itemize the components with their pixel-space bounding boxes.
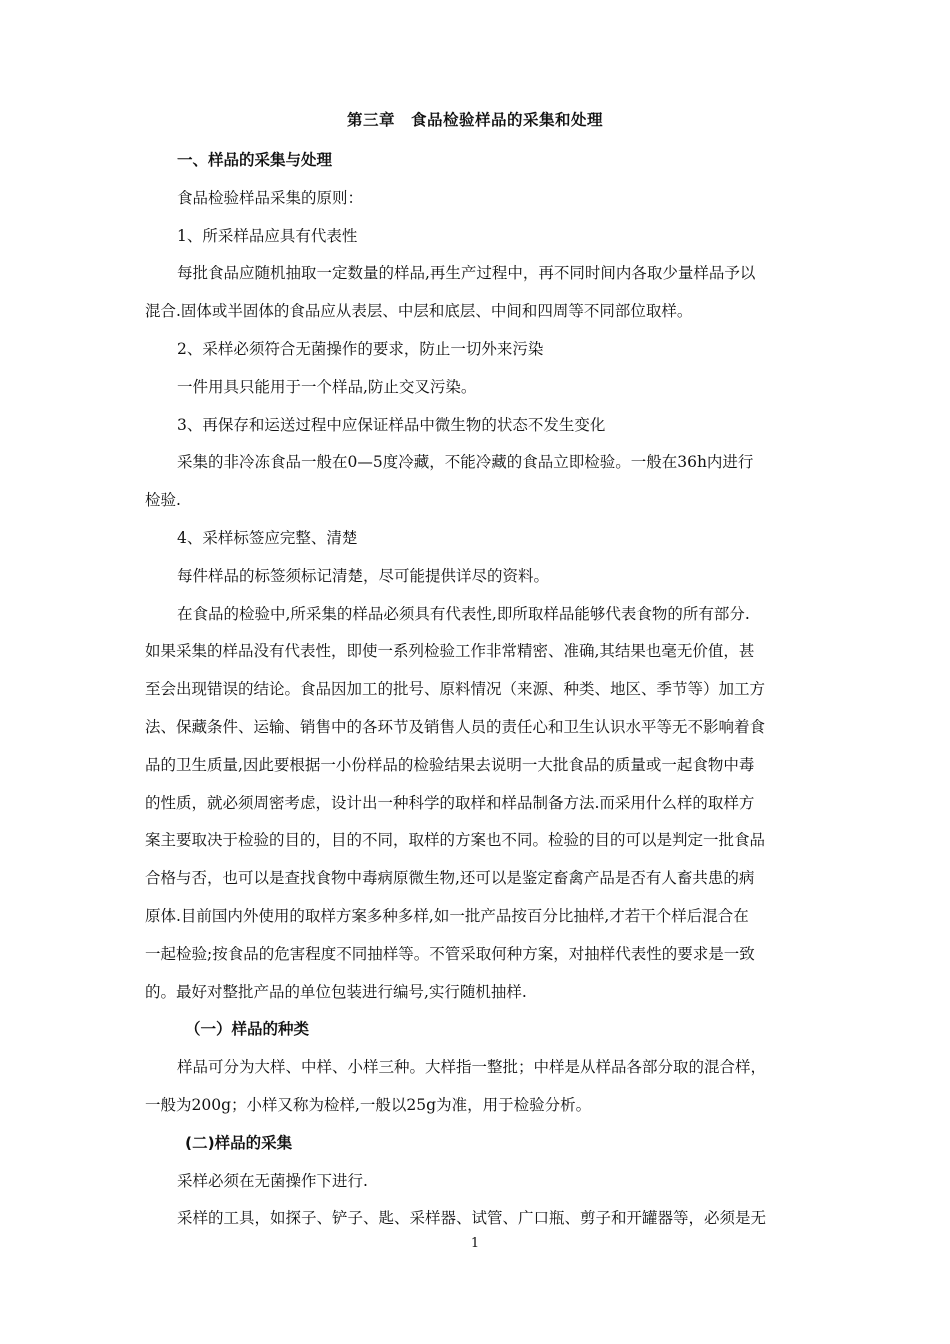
paragraph-line: 案主要取决于检验的目的，目的不同，取样的方案也不同。检验的目的可以是判定一批食品 (145, 831, 766, 850)
paragraph-line: 采样必须在无菌操作下进行. (177, 1171, 368, 1190)
principle-item: 1、所采样品应具有代表性 (177, 226, 358, 245)
page-number: 1 (470, 1236, 480, 1251)
paragraph-line: 混合.固体或半固体的食品应从表层、中层和底层、中间和四周等不同部位取样。 (145, 302, 693, 321)
paragraph-line: 采集的非冷冻食品一般在0—5度冷藏，不能冷藏的食品立即检验。一般在36h内进行 (177, 453, 754, 472)
paragraph-line: 一件用具只能用于一个样品,防止交叉污染。 (177, 377, 477, 396)
principle-item: 4、采样标签应完整、清楚 (177, 528, 358, 547)
paragraph-line: 每批食品应随机抽取一定数量的样品,再生产过程中，再不同时间内各取少量样品予以 (177, 264, 756, 283)
paragraph-line: 合格与否，也可以是查找食物中毒病原微生物,还可以是鉴定畜禽产品是否有人畜共患的病 (145, 869, 755, 888)
paragraph-line: 检验. (145, 491, 181, 510)
paragraph-line: 如果采集的样品没有代表性，即使一系列检验工作非常精密、准确,其结果也毫无价值，甚 (145, 642, 755, 661)
paragraph-line: 法、保藏条件、运输、销售中的各环节及销售人员的责任心和卫生认识水平等无不影响着食 (145, 717, 766, 736)
paragraph-line: 的性质，就必须周密考虑，设计出一种科学的取样和样品制备方法.而采用什么样的取样方 (145, 793, 755, 812)
document-body (145, 142, 817, 1238)
principle-item: 3、再保存和运送过程中应保证样品中微生物的状态不发生变化 (177, 415, 606, 434)
principle-item: 2、采样必须符合无菌操作的要求，防止一切外来污染 (177, 339, 544, 358)
paragraph-line: 一般为200g；小样又称为检样,一般以25g为准，用于检验分析。 (145, 1095, 592, 1114)
paragraph-line: 至会出现错误的结论。食品因加工的批号、原料情况（来源、种类、地区、季节等）加工方 (145, 680, 766, 699)
paragraph-line: 在食品的检验中,所采集的样品必须具有代表性,即所取样品能够代表食物的所有部分. (177, 604, 750, 623)
subsection-heading: (二)样品的采集 (185, 1133, 293, 1152)
section-heading: 一、样品的采集与处理 (177, 151, 333, 169)
paragraph-line: 的。最好对整批产品的单位包装进行编号,实行随机抽样. (145, 982, 527, 1001)
paragraph-line: 品的卫生质量,因此要根据一小份样品的检验结果去说明一大批食品的质量或一起食物中毒 (145, 755, 755, 774)
paragraph-line: 原体.目前国内外使用的取样方案多种多样,如一批产品按百分比抽样,才若干个样后混合在 (145, 906, 749, 925)
paragraph-line: 一起检验;按食品的危害程度不同抽样等。不管采取何种方案，对抽样代表性的要求是一致 (145, 944, 755, 963)
paragraph-line: 采样的工具，如探子、铲子、匙、采样器、试管、广口瓶、剪子和开罐器等，必须是无 (177, 1209, 767, 1228)
chapter-title: 第三章 食品检验样品的采集和处理 (346, 111, 603, 129)
paragraph-line: 样品可分为大样、中样、小样三种。大样指一整批；中样是从样品各部分取的混合样， (177, 1058, 767, 1077)
subsection-heading: （一）样品的种类 (185, 1020, 310, 1039)
paragraph-line: 食品检验样品采集的原则： (177, 188, 364, 207)
paragraph-line: 每件样品的标签须标记清楚，尽可能提供详尽的资料。 (177, 566, 550, 585)
